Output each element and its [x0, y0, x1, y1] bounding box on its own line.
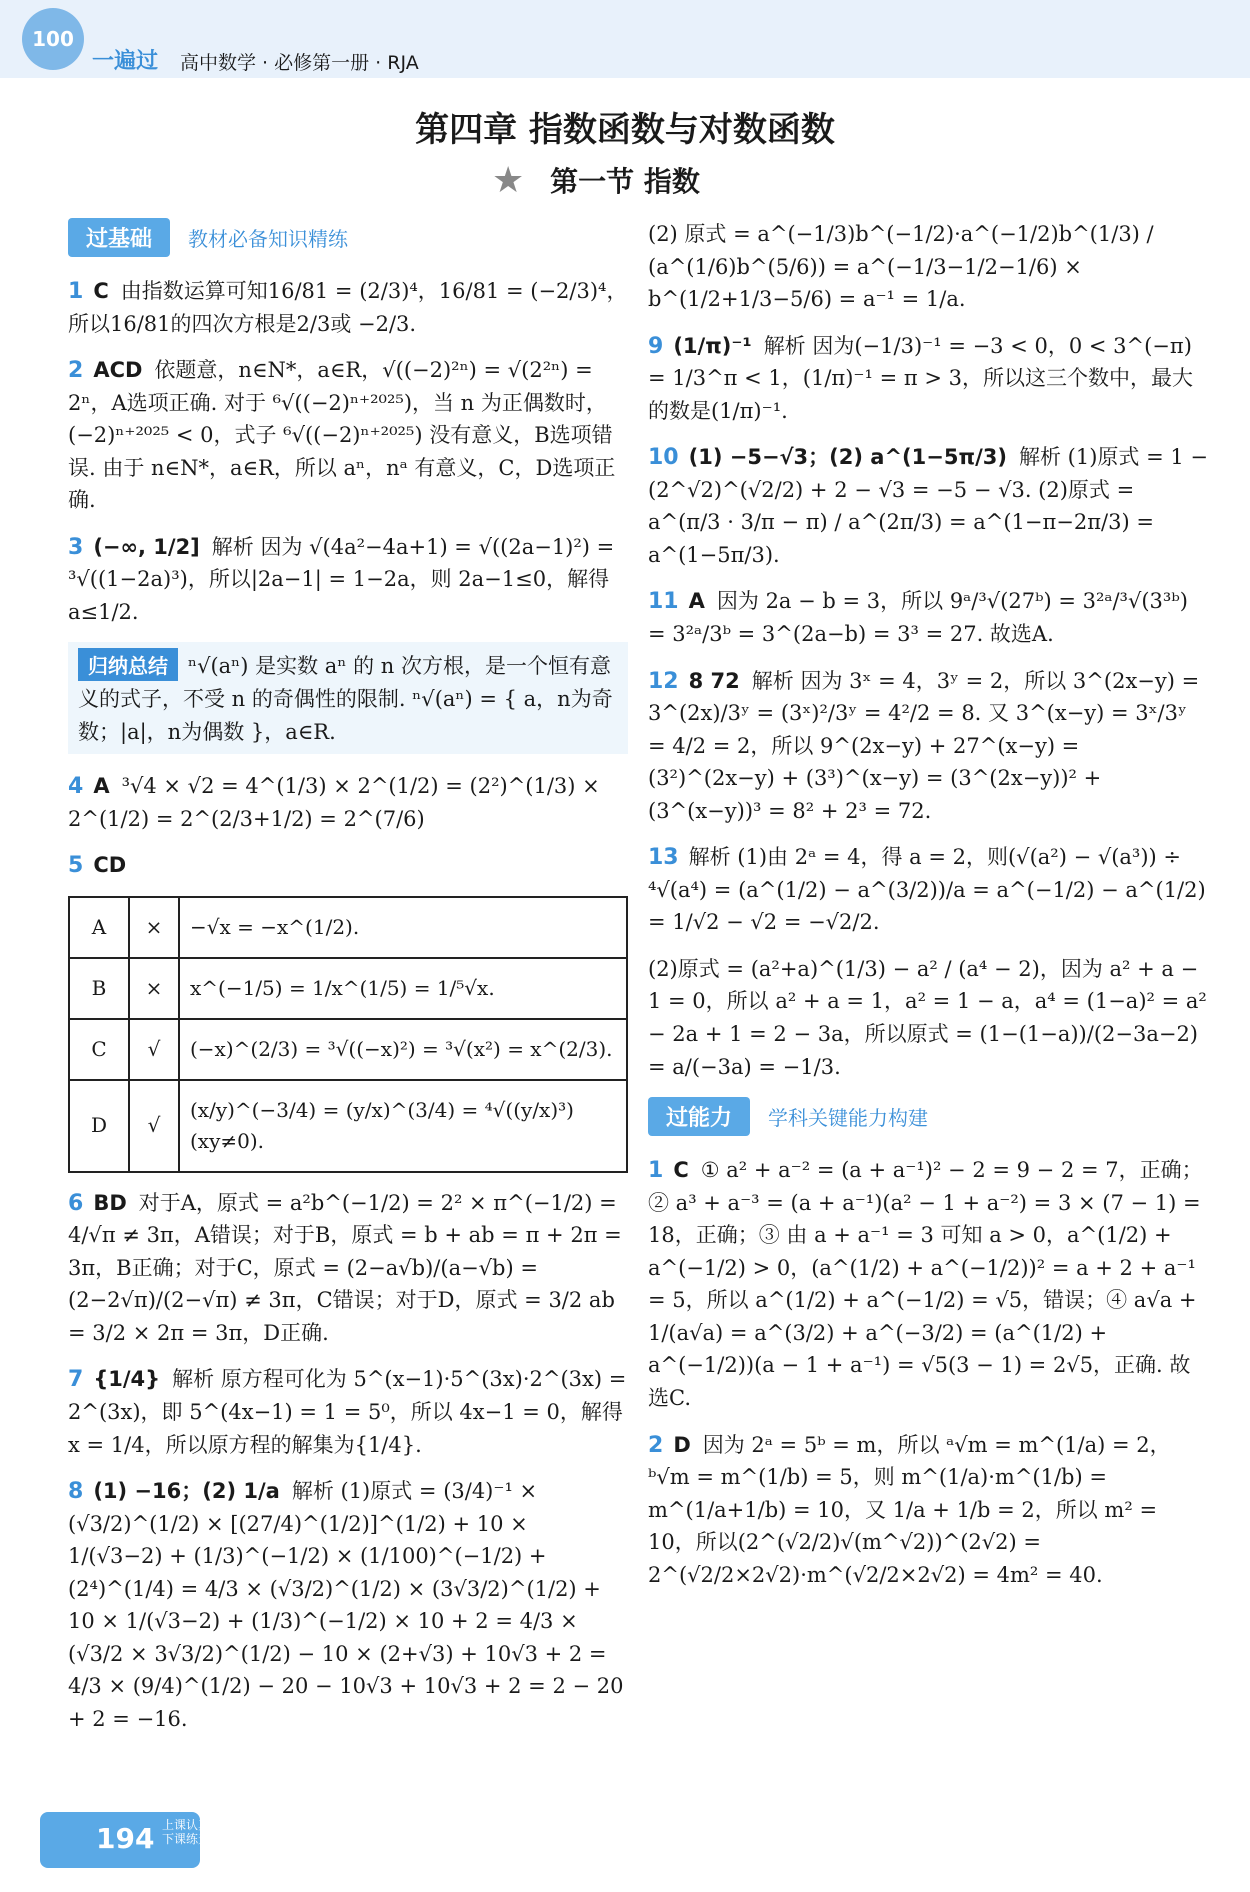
q-number: 5 — [68, 853, 84, 879]
table-row: D √ (x/y)^(−3/4) = (y/x)^(3/4) = ⁴√((y/x)³) (xy≠0). — [69, 1080, 627, 1172]
book-title: 高中数学 · 必修第一册 · RJA — [180, 52, 419, 74]
question-6 — [68, 1187, 628, 1350]
ability-question-1 — [648, 1154, 1208, 1414]
q-number: 8 — [68, 1479, 84, 1505]
q-text: 解析 (1)原式 = 1 − (2^√2)^(√2/2) + 2 − √3 = −5 − √3. (2)原式 = a^(π/3 · 3/π − π) / a^(2π/3) = a^(1−π−2π/3) = a^(1−5π/3). — [648, 445, 1208, 567]
ability-question-2 — [648, 1429, 1208, 1592]
q-answer: BD — [93, 1190, 127, 1215]
table-row: A × −√x = −x^(1/2). — [69, 897, 627, 958]
question-4 — [68, 770, 628, 835]
q-text: 因为 2a − b = 3，所以 9ᵃ/³√(27ᵇ) = 3²ᵃ/³√(3³ᵇ) = 3²ᵃ/3ᵇ = 3^(2a−b) = 3³ = 27. 故选A. — [648, 589, 1188, 647]
q-answer: (1) −16；(2) 1/a — [93, 1479, 280, 1504]
summary-box — [68, 642, 628, 754]
q-text: 解析 因为 √(4a²−4a+1) = √((2a−1)²) = ³√((1−2a)³)，所以|2a−1| = 1−2a，则 2a−1≤0，解得 a≤1/2. — [68, 534, 615, 624]
q-text: 解析 因为 3ˣ = 4，3ʸ = 2，所以 3^(2x−y) = 3^(2x)/3ʸ = (3ˣ)²/3ʸ = 4²/2 = 8. 又 3^(x−y) = 3ˣ/3ʸ = 4/2 = 2，所以 9^(2x−y) + 27^(x−y) = (3²)^(2x−y) + (3³)^(x−y) = (3^(2x−y))² + (3^(x−y))³ = 8² + 2³ = 72. — [648, 668, 1200, 823]
q-number: 9 — [648, 333, 664, 359]
ability-tag: 过能力 — [648, 1097, 750, 1136]
table-row: B × x^(−1/5) = 1/x^(1/5) = 1/⁵√x. — [69, 958, 627, 1019]
question-9 — [648, 330, 1208, 428]
q-answer: 8 72 — [688, 668, 740, 693]
table-row: C √ (−x)^(2/3) = ³√((−x)²) = ³√(x²) = x^(2/3). — [69, 1019, 627, 1080]
question-13-part2 — [648, 953, 1208, 1083]
q-text: 解析 (1)由 2ᵃ = 4，得 a = 2，则(√(a²) − √(a³)) ÷ ⁴√(a⁴) = (a^(1/2) − a^(3/2))/a = a^(−1/2) − a^(1/2) = 1/√2 − √2 = −√2/2. — [648, 845, 1206, 935]
q-answer: C — [673, 1158, 689, 1183]
q-number: 1 — [648, 1158, 664, 1184]
q-text: ① a² + a⁻² = (a + a⁻¹)² − 2 = 9 − 2 = 7，正确；② a³ + a⁻³ = (a + a⁻¹)(a² − 1 + a⁻²) = 3 × (7 − 1) = 18，正确；③ 由 a + a⁻¹ = 3 可知 a > 0，a^(1/2) + a^(−1/2) > 0，(a^(1/2) + a^(−1/2))² = a + 2 + a⁻¹ = 5，所以 a^(1/2) + a^(−1/2) = √5，错误；④ a√a + 1/(a√a) = a^(3/2) + a^(−3/2) = (a^(1/2) + a^(−1/2))(a − 1 + a⁻¹) = √5(3 − 1) = 2√5，正确. 故选C. — [648, 1158, 1203, 1410]
summary-text: ⁿ√(aⁿ) 是实数 aⁿ 的 n 次方根，是一个恒有意义的式子，不受 n 的奇偶性的限制. ⁿ√(aⁿ) = { a，n为奇数；|a|，n为偶数 }，a∈R. — [78, 654, 613, 744]
question-8-part2 — [648, 218, 1208, 316]
q-text: 因为 2ᵃ = 5ᵇ = m，所以 ᵃ√m = m^(1/a) = 2，ᵇ√m = m^(1/b) = 5，则 m^(1/a)·m^(1/b) = m^(1/a+1/b) = 10，又 1/a + 1/b = 2，所以 m² = 10，所以(2^(√2/2)√(m^√2))^(2√2) = 2^(√2/2×2√2)·m^(√2/2×2√2) = 4m² = 40. — [648, 1432, 1171, 1587]
question-3 — [68, 531, 628, 629]
q-number: 11 — [648, 589, 679, 615]
q-answer: A — [688, 589, 705, 614]
q-text: 对于A，原式 = a²b^(−1/2) = 2² × π^(−1/2) = 4/√π ≠ 3π，A错误；对于B，原式 = b + ab = π + 2π = 3π，B正确；对于C，原式 = (2−a√b)/(a−√b) = (2−2√π)/(2−√π) ≠ 3π，C错误；对于D，原式 = 3/2 ab = 3/2 × 2π = 3π，D正确. — [68, 1190, 622, 1345]
question-7 — [68, 1363, 628, 1461]
basics-tag: 过基础 — [68, 218, 170, 257]
q-text: (2) 原式 = a^(−1/3)b^(−1/2)·a^(−1/2)b^(1/3) / (a^(1/6)b^(5/6)) = a^(−1/3−1/2−1/6) × b^(1/2+1/3−5/6) = a⁻¹ = 1/a. — [648, 222, 1154, 312]
section-title: 第一节 指数 — [550, 165, 700, 198]
q-text: 解析 (1)原式 = (3/4)⁻¹ × (√3/2)^(1/2) × [(27/4)^(1/2)]^(1/2) + 10 × 1/(√3−2) + (1/3)^(−1/2) × (1/100)^(−1/2) + (2⁴)^(1/4) = 4/3 × (√3/2)^(1/2) × (3√3/2)^(1/2) + 10 × 1/(√3−2) + (1/3)^(−1/2) × 10 + 2 = 4/3 × (√3/2 × 3√3/2)^(1/2) − 10 × (2+√3) + 10√3 + 2 = 4/3 × (9/4)^(1/2) − 20 − 10√3 + 10√3 + 2 = 2 − 20 + 2 = −16. — [68, 1479, 624, 1731]
q-text: 解析 原方程可化为 5^(x−1)·5^(3x)·2^(3x) = 2^(3x)，即 5^(4x−1) = 1 = 5⁰，所以 4x−1 = 0，解得 x = 1/4，所以原方程的解集为{1/4}. — [68, 1367, 627, 1457]
question-1 — [68, 275, 628, 340]
q-text: 解析 因为(−1/3)⁻¹ = −3 < 0，0 < 3^(−π) = 1/3^π < 1，(1/π)⁻¹ = π > 3，所以这三个数中，最大的数是(1/π)⁻¹. — [648, 333, 1193, 423]
page-number: 194 — [96, 1822, 155, 1855]
q-answer: {1/4} — [93, 1367, 161, 1392]
q-number: 3 — [68, 534, 84, 560]
basics-banner — [68, 218, 628, 257]
right-column — [648, 218, 1208, 1605]
q-number: 2 — [68, 358, 84, 384]
q-number: 12 — [648, 668, 679, 694]
q-number: 13 — [648, 845, 679, 871]
chapter-title: 第四章 指数函数与对数函数 — [415, 110, 835, 150]
ability-banner — [648, 1097, 1208, 1136]
q-number: 2 — [648, 1432, 664, 1458]
q-text: 由指数运算可知16/81 = (2/3)⁴，16/81 = (−2/3)⁴，所以16/81的四次方根是2/3或 −2/3. — [68, 279, 628, 336]
left-column — [68, 218, 628, 1750]
q5-table — [68, 896, 628, 1173]
star-icon: ★ — [492, 160, 525, 201]
question-5 — [68, 849, 628, 882]
q-answer: C — [93, 279, 109, 303]
q-number: 4 — [68, 774, 84, 800]
q-answer: (−∞, 1/2] — [93, 534, 200, 559]
ability-subtitle: 学科关键能力构建 — [768, 1106, 929, 1131]
q-number: 6 — [68, 1190, 84, 1216]
brand-name: 一遍过 — [92, 49, 159, 74]
q-answer: D — [673, 1432, 691, 1457]
question-11 — [648, 585, 1208, 650]
q-answer: A — [93, 774, 110, 799]
q-number: 1 — [68, 279, 84, 304]
q-answer: CD — [93, 853, 127, 878]
summary-tag: 归纳总结 — [78, 648, 178, 681]
question-12 — [648, 665, 1208, 828]
logo: 100 — [22, 8, 84, 70]
page-number-badge — [40, 1812, 223, 1868]
q-answer: (1/π)⁻¹ — [673, 333, 752, 358]
q-number: 7 — [68, 1367, 84, 1393]
q-text: (2)原式 = (a²+a)^(1/3) − a² / (a⁴ − 2)，因为 a² + a − 1 = 0，所以 a² + a = 1，a² = 1 − a，a⁴ = (1−a)² = a² − 2a + 1 = 2 − 3a，所以原式 = (1−(1−a))/(2−3a−2) = a/(−3a) = −1/3. — [648, 956, 1207, 1079]
question-13 — [648, 841, 1208, 939]
q-text: 依题意，n∈N*，a∈R，√((−2)²ⁿ) = √(2²ⁿ) = 2ⁿ，A选项正确. 对于 ⁶√((−2)ⁿ⁺²⁰²⁵)，当 n 为正偶数时，(−2)ⁿ⁺²⁰²⁵ < 0，式子 ⁶√((−2)ⁿ⁺²⁰²⁵) 没有意义，B选项错误. 由于 n∈N*，a∈R，所以 aⁿ，nᵃ 有意义，C，D选项正确. — [68, 358, 616, 513]
question-10 — [648, 441, 1208, 571]
q-answer: ACD — [93, 358, 143, 383]
page-header — [0, 0, 1250, 78]
q-text: ³√4 × √2 = 4^(1/3) × 2^(1/2) = (2²)^(1/3) × 2^(1/2) = 2^(2/3+1/2) = 2^(7/6) — [68, 774, 600, 831]
q-number: 10 — [648, 445, 679, 471]
question-2 — [68, 354, 628, 517]
page-slogan: 上课认真听 下课练天星 — [162, 1818, 223, 1847]
q-answer: (1) −5−√3；(2) a^(1−5π/3) — [688, 445, 1007, 470]
basics-subtitle: 教材必备知识精练 — [188, 227, 349, 251]
question-8 — [68, 1475, 628, 1735]
